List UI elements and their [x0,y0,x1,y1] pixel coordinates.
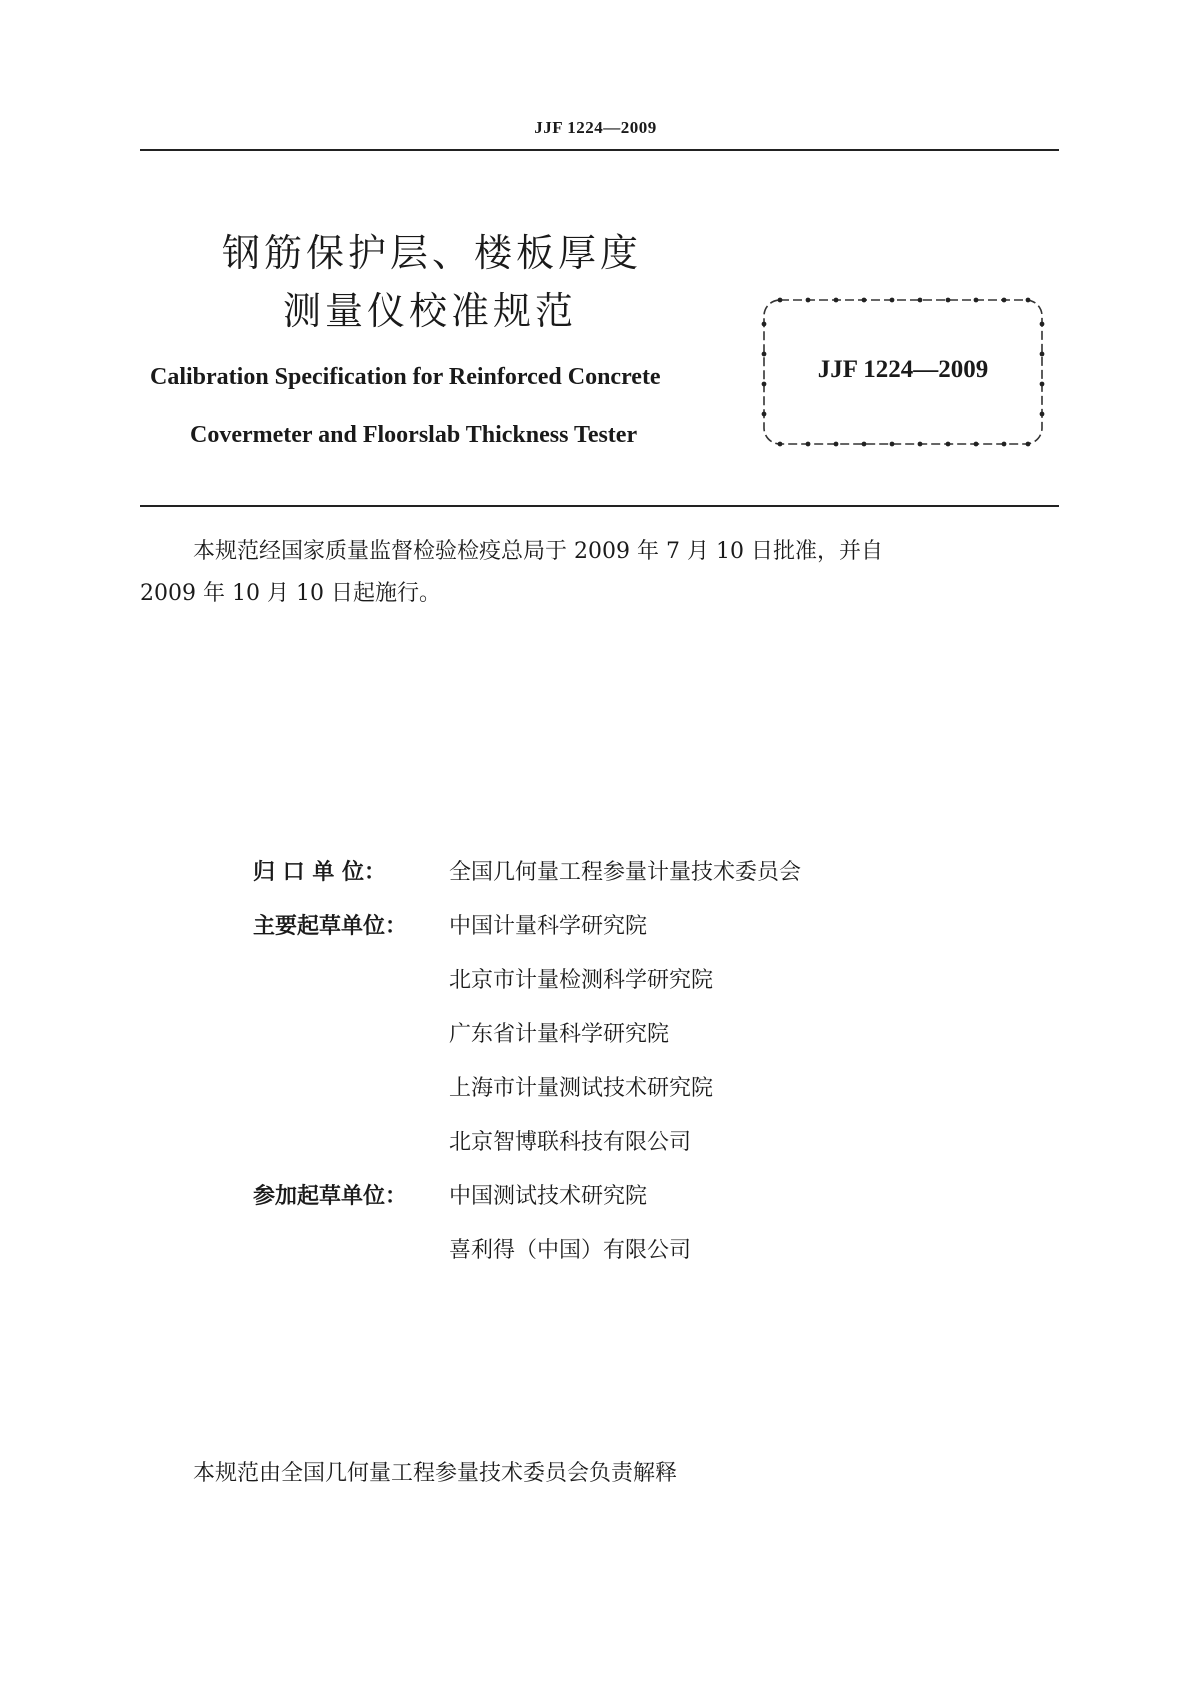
approval-line2: 2009 年 10 月 10 日起施行。 [140,581,441,606]
main-drafting-label: 主要起草单位： [253,914,408,939]
main-drafting-unit: 北京市计量检测科学研究院 [449,968,714,993]
participating-drafting-unit: 喜利得（中国）有限公司 [449,1238,692,1263]
participating-drafting-unit: 中国测试技术研究院 [449,1184,648,1209]
header-standard-code: JJF 1224—2009 [534,118,657,137]
stamp-standard-code: JJF 1224—2009 [817,356,989,383]
title-en-line2: Covermeter and Floorslab Thickness Tester [190,422,638,448]
approval-line1: 本规范经国家质量监督检验检疫总局于 2009 年 7 月 10 日批准，并自 [193,539,883,564]
main-drafting-unit: 中国计量科学研究院 [449,914,648,939]
title-bottom-rule [140,505,1059,507]
interpretation-note: 本规范由全国几何量工程参量技术委员会负责解释 [193,1461,678,1486]
header-rule [140,149,1059,151]
title-en-line1: Calibration Specification for Reinforced Concrete [150,364,661,390]
responsible-unit-value: 全国几何量工程参量计量技术委员会 [449,860,802,885]
main-drafting-unit: 广东省计量科学研究院 [449,1022,670,1047]
responsible-unit-label: 归 口 单 位： [253,860,386,885]
title-cn-line2: 测量仪校准规范 [283,289,578,333]
main-drafting-unit: 北京智博联科技有限公司 [449,1130,692,1155]
title-cn-line1: 钢筋保护层、楼板厚度 [222,231,643,275]
participating-drafting-label: 参加起草单位： [253,1184,408,1209]
main-drafting-unit: 上海市计量测试技术研究院 [449,1076,714,1101]
